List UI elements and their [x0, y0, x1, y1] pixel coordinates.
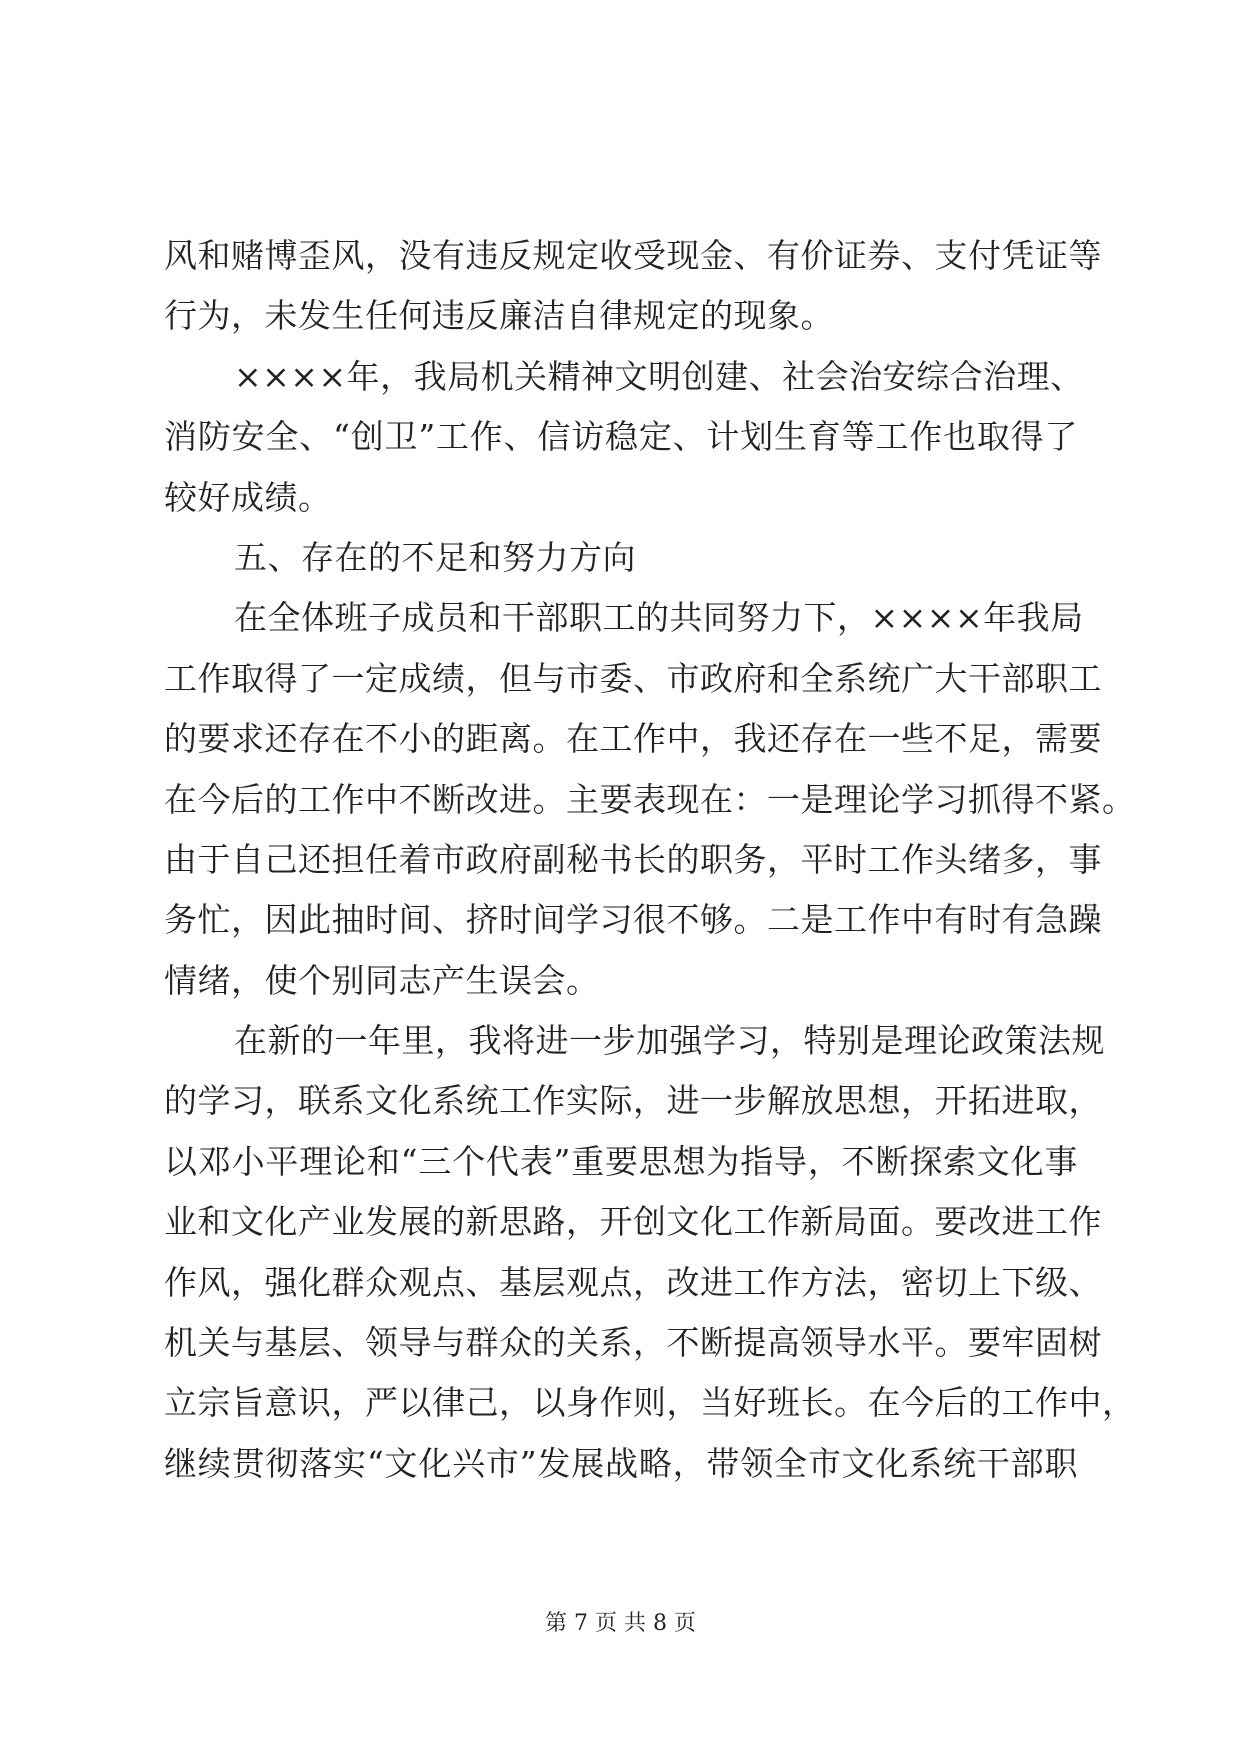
- text-line: 行为，未发生任何违反廉洁自律规定的现象。: [164, 296, 834, 336]
- text-line: 在新的一年里，我将进一步加强学习，特别是理论政策法规: [234, 1021, 1105, 1061]
- text-line: 较好成绩。: [164, 477, 332, 517]
- text-line: 风和赌博歪风，没有违反规定收受现金、有价证券、支付凭证等: [164, 236, 1102, 275]
- page-number-footer: 第 7 页 共 8 页: [545, 1611, 696, 1636]
- text-line: 务忙，因此抽时间、挤时间学习很不够。二是工作中有时有急躁: [164, 900, 1102, 940]
- body-text: [164, 226, 1136, 1494]
- text-line: 消防安全、“创卫”工作、信访稳定、计划生育等工作也取得了: [164, 417, 1078, 457]
- text-line: 的学习，联系文化系统工作实际，进一步解放思想，开拓进取，: [164, 1081, 1102, 1121]
- text-line: 在全体班子成员和干部职工的共同努力下，××××年我局: [234, 598, 1084, 638]
- text-line: 业和文化产业发展的新思路，开创文化工作新局面。要改进工作: [164, 1202, 1102, 1242]
- text-line: ××××年，我局机关精神文明创建、社会治安综合治理、: [234, 356, 1084, 396]
- section-heading: 五、存在的不足和努力方向: [234, 537, 636, 577]
- text-line: 情绪，使个别同志产生误会。: [164, 960, 600, 1000]
- text-line: 作风，强化群众观点、基层观点，改进工作方法，密切上下级、: [164, 1262, 1102, 1302]
- text-line: 继续贯彻落实“文化兴市”发展战略，带领全市文化系统干部职: [164, 1443, 1078, 1483]
- text-line: 立宗旨意识，严以律己，以身作则，当好班长。在今后的工作中，: [164, 1383, 1136, 1423]
- text-line: 的要求还存在不小的距离。在工作中，我还存在一些不足，需要: [164, 719, 1102, 759]
- text-line: 工作取得了一定成绩，但与市委、市政府和全系统广大干部职工: [164, 658, 1102, 698]
- text-line: 机关与基层、领导与群众的关系，不断提高领导水平。要牢固树: [164, 1323, 1102, 1363]
- text-line: 以邓小平理论和“三个代表”重要思想为指导，不断探索文化事: [164, 1141, 1078, 1181]
- text-line: 在今后的工作中不断改进。主要表现在：一是理论学习抓得不紧。: [164, 779, 1136, 819]
- text-line: 由于自己还担任着市政府副秘书长的职务，平时工作头绪多，事: [164, 839, 1102, 879]
